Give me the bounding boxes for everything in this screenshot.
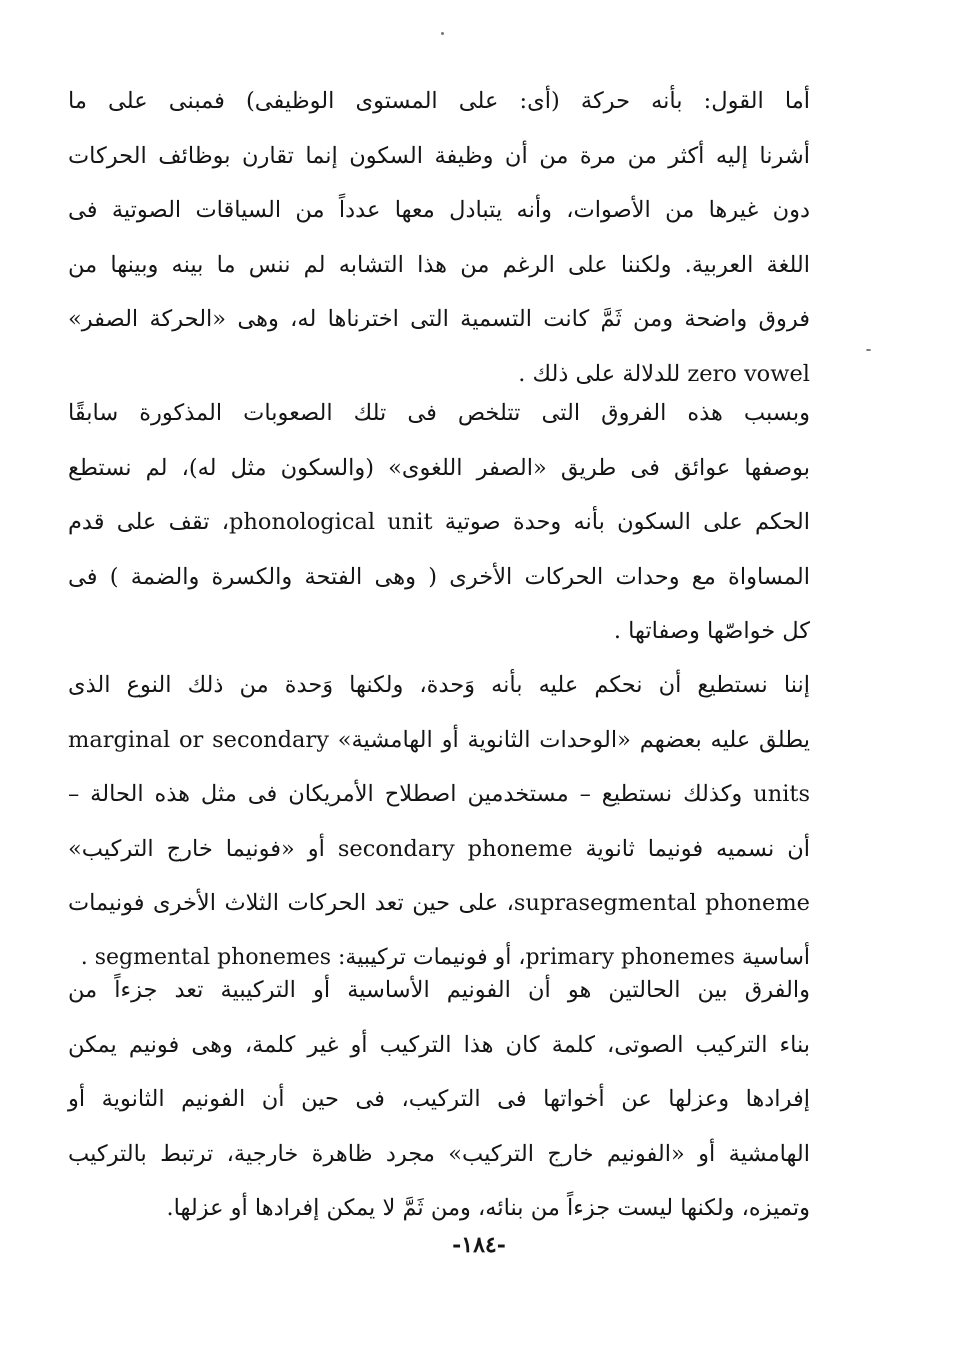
paragraph-line: وتميزه، ولكنها ليست جزءاً من بنائه، ومن ثَمَّ لا يمكن إفرادها أو عزلها. [166,1195,810,1221]
paragraph-line: أما القول: بأنه حركة (أى: على المستوى الوظيفى) فمبنى على ما [68,88,810,114]
paragraph-line: كل خواصّها وصفاتها . [613,618,810,644]
paragraph-line: فروق واضحة ومن ثَمَّ كانت التسمية التى اخترناها له، وهى «الحركة الصفر» [68,306,810,332]
paragraph-line: أشرنا إليه أكثر من مرة من أن وظيفة السكون إنما تقارن بوظائف الحركات [68,142,810,169]
paragraph-2 [68,386,810,659]
paragraph-line: بوصفها عوائق فى طريق «الصفر اللغوى» (والسكون مثل له)، لم نستطع [68,454,810,481]
paragraph-line: والفرق بين الحالتين هو أن الفونيم الأساسية أو التركيبية تعد جزءاً من [68,977,810,1003]
paragraph-line: الحكم على السكون بأنه وحدة صوتية phonological unit، تقف على قدم [68,509,811,535]
paragraph-line: يطلق عليه بعضهم «الوحدات الثانوية أو الهامشية» marginal or secondary [68,726,810,753]
paragraph-line: دون غيرها من الأصوات، وأنه يتبادل معها عدداً من السياقات الصوتية فى [68,197,810,223]
paragraph-4 [68,963,810,1236]
paragraph-line: إفرادها وعزلها عن أخواتها فى التركيب، فى حين أن الفونيم الثانوية أو [68,1086,810,1112]
paragraph-line: units وكذلك نستطيع – مستخدمين اصطلاح الأمريكان فى مثل هذه الحالة – [68,781,810,807]
scan-speck [866,349,871,351]
page-number: -١٨٤- [452,1232,506,1258]
paragraph-line: بناء التركيب الصوتى، كلمة كان هذا التركيب أو غير كلمة، وهى فونيم يمكن [68,1031,810,1058]
paragraph-line: zero vowel للدلالة على ذلك . [518,360,810,387]
paragraph-line: إننا نستطيع أن نحكم عليه بأنه وَحدة، ولكنها وَحدة من ذلك النوع الذى [68,672,810,698]
paragraph-line: أن نسميه فونيما ثانوية secondary phoneme أو «فونيما خارج التركيب» [68,835,810,862]
paragraph-line: المساواة مع وحدات الحركات الأخرى ( وهى الفتحة والكسرة والضمة ) فى [68,563,810,590]
paragraph-3 [68,658,810,985]
scan-speck [441,32,444,35]
paragraph-line: وبسبب هذه الفروق التى تتلخص فى تلك الصعوبات المذكورة سابقًا [68,400,810,426]
paragraph-line: الهامشية أو «الفونيم خارج التركيب» مجرد ظاهرة خارجية، ترتبط بالتركيب [68,1140,810,1167]
paragraph-line: suprasegmental phoneme، على حين تعد الحركات الثلاث الأخرى فونيمات [68,890,810,916]
paragraph-line: اللغة العربية. ولكننا على الرغم من هذا التشابه لم ننس ما بينه وبينها من [68,251,810,278]
paragraph-1 [68,74,810,401]
paragraph-line: أساسية primary phonemes، أو فونيمات تركيبية: segmental phonemes . [80,944,810,970]
